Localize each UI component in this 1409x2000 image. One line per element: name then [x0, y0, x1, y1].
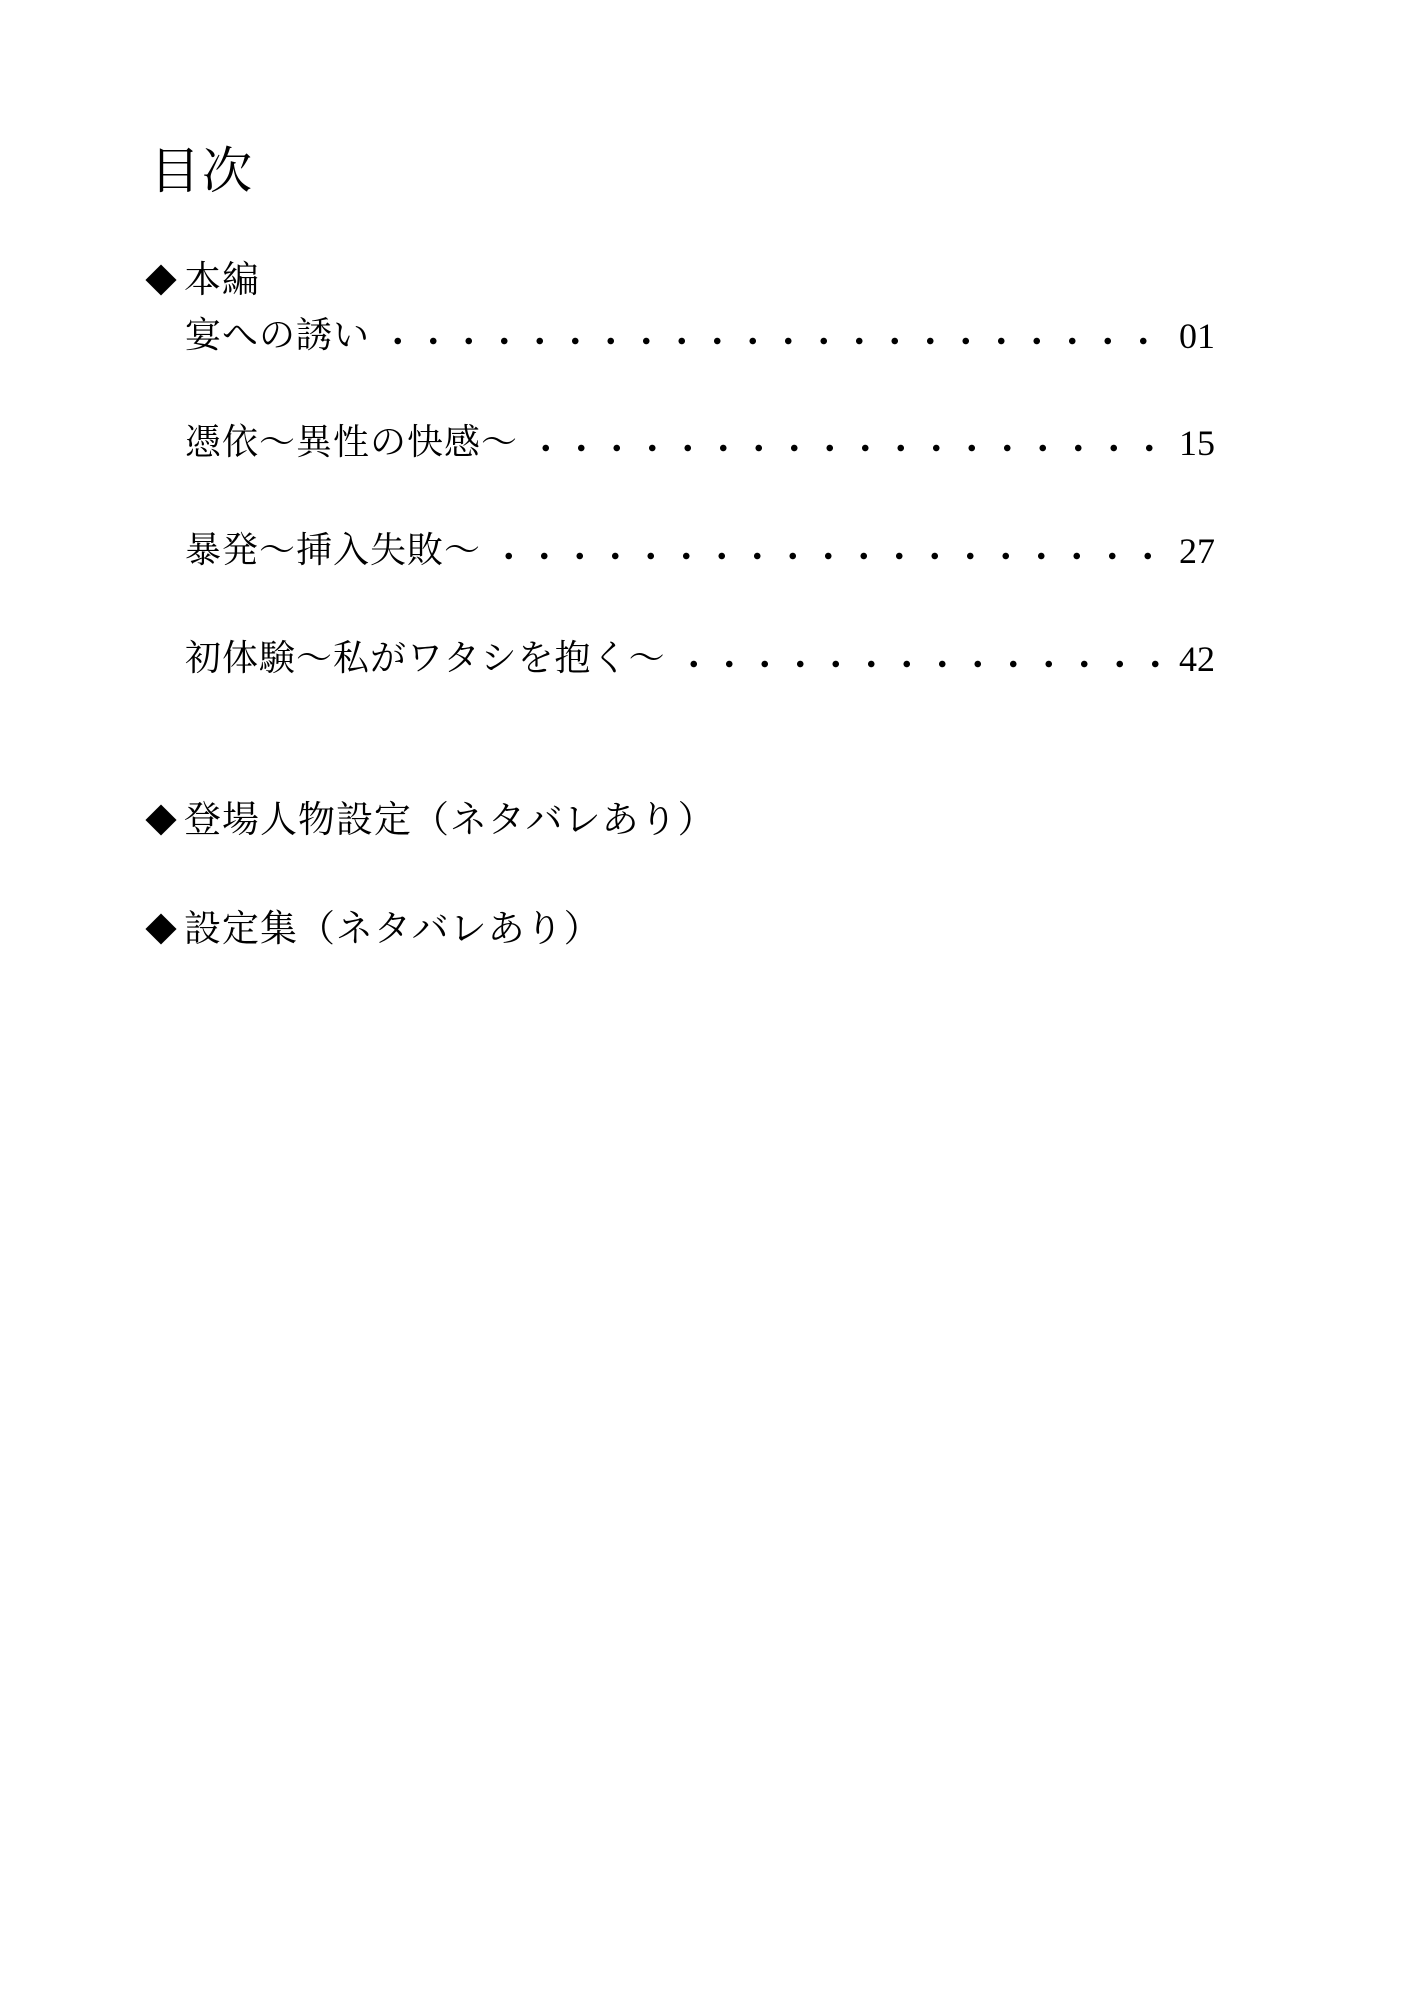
toc-entry[interactable] — [185, 634, 1225, 684]
section-heading-main — [145, 255, 260, 305]
dot-leader — [524, 418, 1171, 468]
toc-entry-title: 宴への誘い — [185, 315, 371, 356]
diamond-bullet-icon — [145, 913, 176, 944]
section-heading-label: 本編 — [184, 258, 260, 301]
page-title: 目次 — [150, 142, 254, 200]
toc-entry[interactable] — [185, 526, 1225, 576]
dot-leader — [672, 634, 1171, 684]
section-heading-label: 登場人物設定（ネタバレあり） — [184, 798, 716, 841]
toc-entry-page: 15 — [1179, 423, 1215, 463]
diamond-bullet-icon — [145, 804, 176, 835]
toc-entry-page: 42 — [1179, 639, 1215, 679]
toc-entry-page: 27 — [1179, 531, 1215, 571]
toc-entry-page: 01 — [1179, 316, 1215, 356]
section-heading-characters[interactable] — [145, 795, 716, 845]
section-heading-label: 設定集（ネタバレあり） — [184, 907, 602, 950]
dot-leader — [487, 526, 1171, 576]
diamond-bullet-icon — [145, 264, 176, 295]
toc-entry[interactable] — [185, 311, 1225, 361]
toc-entry-title: 暴発～挿入失敗～ — [185, 530, 482, 571]
toc-entry[interactable] — [185, 418, 1225, 468]
toc-entry-title: 初体験～私がワタシを抱く～ — [185, 638, 666, 679]
section-heading-settings[interactable] — [145, 904, 602, 954]
toc-entry-title: 憑依～異性の快感～ — [185, 422, 519, 463]
dot-leader — [376, 311, 1171, 361]
